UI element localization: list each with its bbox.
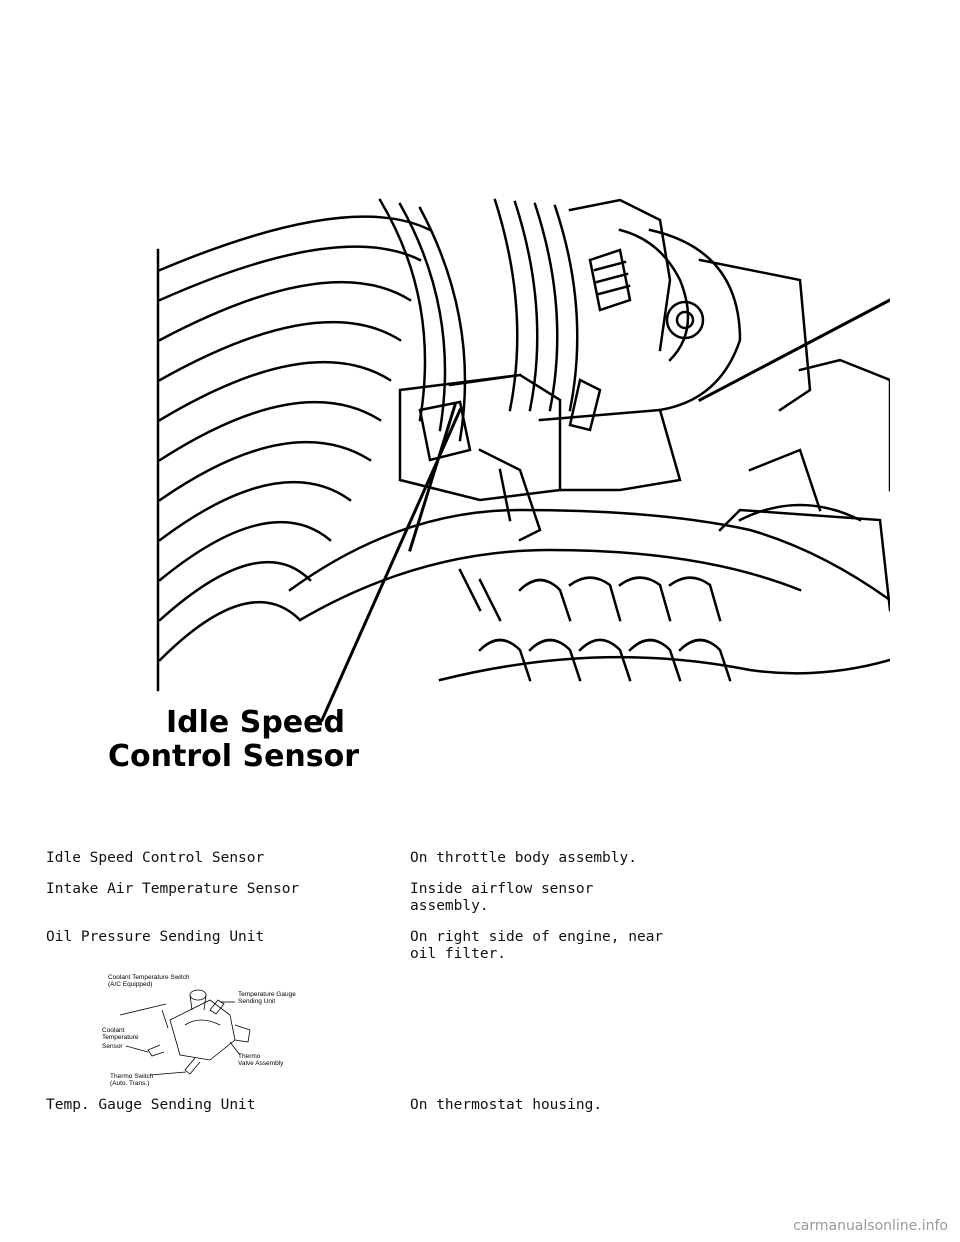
housing-drawing — [120, 990, 250, 1075]
label-coolant-sensor-2: Temperature — [102, 1034, 139, 1041]
intake-manifold — [290, 360, 890, 680]
label-coolant-sensor-1: Coolant — [102, 1027, 125, 1034]
component-name: Idle Speed Control Sensor — [46, 850, 265, 866]
label-thermo-valve-2: Valve Assembly — [238, 1060, 284, 1067]
engine-illustration — [100, 190, 890, 780]
component-name: Temp. Gauge Sending Unit — [46, 1097, 256, 1113]
label-coolant-sensor-3: Sensor — [102, 1043, 123, 1050]
throttle-body — [400, 200, 810, 540]
label-coolant-switch-note: (A/C Equipped) — [108, 981, 153, 988]
label-temp-gauge-2: Sending Unit — [238, 998, 276, 1005]
component-location: On right side of engine, near oil filter. — [410, 929, 664, 962]
component-location: On thermostat housing. — [410, 1097, 603, 1113]
label-thermo-valve-1: Thermo — [238, 1053, 261, 1060]
label-thermo-switch-1: Thermo Switch — [110, 1073, 154, 1080]
watermark: carmanualsonline.info — [793, 1218, 948, 1234]
component-name: Oil Pressure Sending Unit — [46, 929, 265, 945]
label-thermo-switch-2: (Auto. Trans.) — [110, 1080, 150, 1087]
label-temp-gauge: Temperature Gauge — [238, 991, 296, 998]
idle-speed-callout — [108, 706, 359, 774]
component-name: Intake Air Temperature Sensor — [46, 881, 300, 897]
label-coolant-switch: Coolant Temperature Switch — [108, 974, 190, 981]
callout-line-1: Idle Speed — [166, 705, 345, 740]
component-location: Inside airflow sensor assembly. — [410, 881, 594, 914]
component-location: On throttle body assembly. — [410, 850, 637, 866]
thermostat-housing-diagram — [100, 970, 310, 1090]
callout-line-2: Control Sensor — [108, 739, 360, 774]
